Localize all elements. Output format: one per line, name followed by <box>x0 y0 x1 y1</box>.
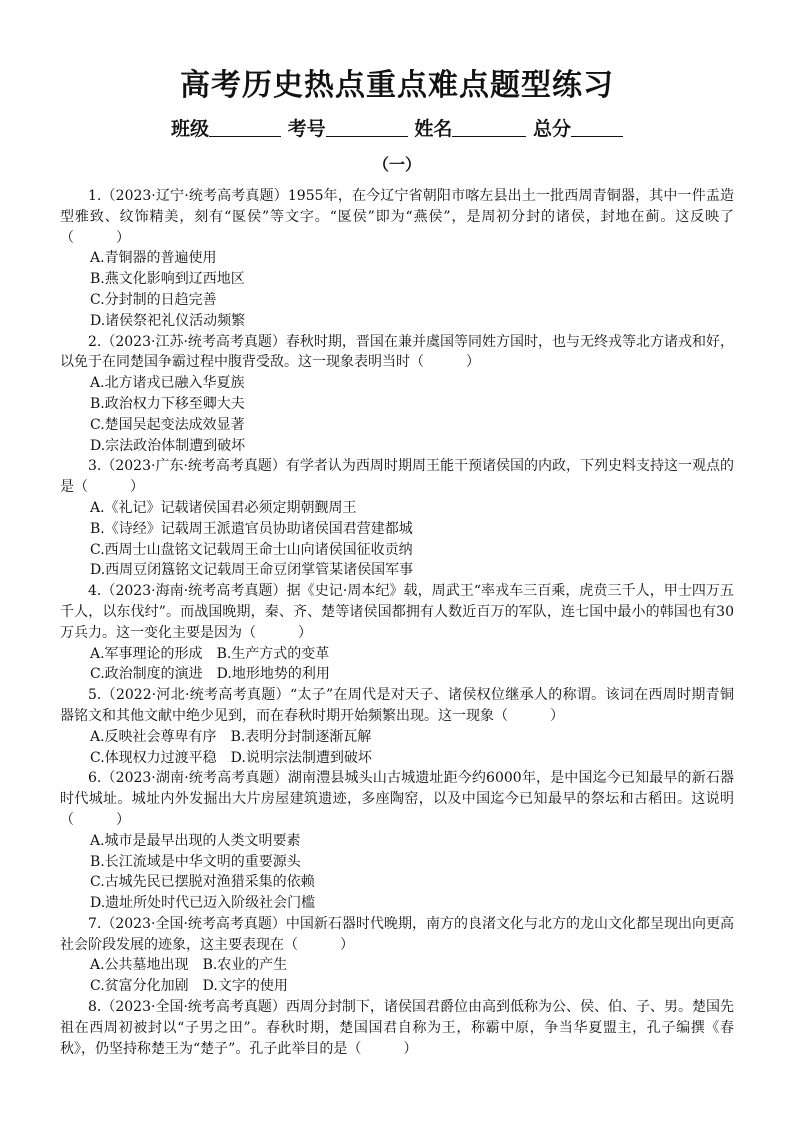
option: C.分封制的日趋完善 <box>90 291 217 308</box>
option: B.燕文化影响到辽西地区 <box>90 271 245 288</box>
option: B.生产方式的变革 <box>216 645 330 662</box>
option: D.宗法政治体制遭到破坏 <box>90 437 246 454</box>
score-blank[interactable] <box>571 118 623 137</box>
option: D.诸侯祭祀礼仪活动频繁 <box>90 312 246 329</box>
option: C.西周士山盘铭文记载周王命士山向诸侯国征收贡纳 <box>90 541 413 558</box>
option: B.长江流域是中华文明的重要源头 <box>90 853 301 870</box>
page-title: 高考历史热点重点难点题型练习 <box>180 68 614 103</box>
option: A.城市是最早出现的人类文明要素 <box>90 832 301 849</box>
option: D.遗址所处时代已迈入阶级社会门槛 <box>90 895 316 912</box>
option-row <box>60 955 734 976</box>
question-list <box>60 186 734 1059</box>
option: A.公共墓地出现 <box>90 957 189 974</box>
option: B.《诗经》记载周王派遣官员协助诸侯国君营建都城 <box>90 520 413 537</box>
option: B.政治权力下移至卿大夫 <box>90 395 245 412</box>
option-row <box>60 748 734 769</box>
option: A.反映社会尊卑有序 <box>90 728 217 745</box>
option: A.军事理论的形成 <box>90 645 203 662</box>
option: D.说明宗法制遭到破坏 <box>230 749 372 766</box>
option: D.文字的使用 <box>202 978 288 995</box>
section-heading: （一） <box>372 155 421 174</box>
question-stem: 7.（2023·全国·统考高考真题）中国新石器时代晚期，南方的良渚文化与北方的龙山文化都呈现出向更高社会阶段发展的迹象，这主要表现在（ ） <box>60 915 734 953</box>
score-label: 总分 <box>532 118 571 140</box>
student-info-line <box>0 114 794 141</box>
option: C.古城先民已摆脱对渔猎采集的依赖 <box>90 874 315 891</box>
option-row <box>60 727 734 748</box>
option: C.贫富分化加剧 <box>90 978 189 995</box>
option: B.农业的产生 <box>202 957 288 974</box>
name-blank[interactable] <box>452 118 526 137</box>
option: D.西周豆闭簋铭文记载周王命豆闭掌管某诸侯国军事 <box>90 562 414 579</box>
option: C.体现权力过渡平稳 <box>90 749 217 766</box>
question-stem: 2.（2023·江苏·统考高考真题）春秋时期，晋国在兼并虞国等同姓方国时，也与无终戎等北方诸戎和好，以免于在同楚国争霸过程中腹背受敌。这一现象表明当时（ ） <box>60 333 734 371</box>
question-stem: 1.（2023·辽宁·统考高考真题）1955年，在今辽宁省朝阳市喀左县出土一批西周青铜器，其中一件盂造型雅致、纹饰精美，刻有“匽侯”等文字。“匽侯”即为“燕侯”，是周初分封的诸侯，封地在蓟。这反映了（ ） <box>60 188 734 246</box>
option: A.北方诸戎已融入华夏族 <box>90 375 245 392</box>
option-row <box>60 976 734 997</box>
option: C.楚国吴起变法成效显著 <box>90 416 245 433</box>
option: D.地形地势的利用 <box>216 666 330 683</box>
question-stem: 4.（2023·海南·统考高考真题）据《史记·周本纪》载，周武王“率戎车三百乘，虎贲三千人，甲士四万五千人，以东伐纣”。而战国晚期，秦、齐、楚等诸侯国都拥有人数近百万的军队，连七国中最小的韩国也有30万兵力。这一变化主要是因为（ ） <box>60 583 734 641</box>
name-label: 姓名 <box>414 118 453 140</box>
question-stem: 3.（2023·广东·统考高考真题）有学者认为西周时期周王能干预诸侯国的内政，下列史料支持这一观点的是（ ） <box>60 458 734 496</box>
option-row <box>60 644 734 665</box>
option: A.青铜器的普遍使用 <box>90 250 217 267</box>
exam-no-label: 考号 <box>287 118 326 140</box>
exam-no-blank[interactable] <box>326 118 408 137</box>
question-stem: 8.（2023·全国·统考高考真题）西周分封制下，诸侯国君爵位由高到低称为公、侯、伯、子、男。楚国先祖在西周初被封以“子男之田”。春秋时期，楚国国君自称为王，称霸中原，争当华夏盟主，孔子编撰《春秋》，仍坚持称楚王为“楚子”。孔子此举目的是（ ） <box>60 999 734 1057</box>
question-stem: 6.（2023·湖南·统考高考真题）湖南澧县城头山古城遗址距今约6000年，是中国迄今已知最早的新石器时代城址。城址内外发掘出大片房屋建筑遗迹，多座陶窑，以及中国迄今已知最早的祭坛和古稻田。这说明（ ） <box>60 770 734 828</box>
option: B.表明分封制逐渐瓦解 <box>230 728 372 745</box>
class-label: 班级 <box>171 118 210 140</box>
option: A.《礼记》记载诸侯国君必须定期朝觐周王 <box>90 499 357 516</box>
option: C.政治制度的演进 <box>90 666 203 683</box>
class-blank[interactable] <box>209 118 281 137</box>
option-row <box>60 664 734 685</box>
question-stem: 5.（2022·河北·统考高考真题）“太子”在周代是对天子、诸侯权位继承人的称谓。该词在西周时期青铜器铭文和其他文献中绝少见到，而在春秋时期开始频繁出现。这一现象（ ） <box>60 687 734 724</box>
